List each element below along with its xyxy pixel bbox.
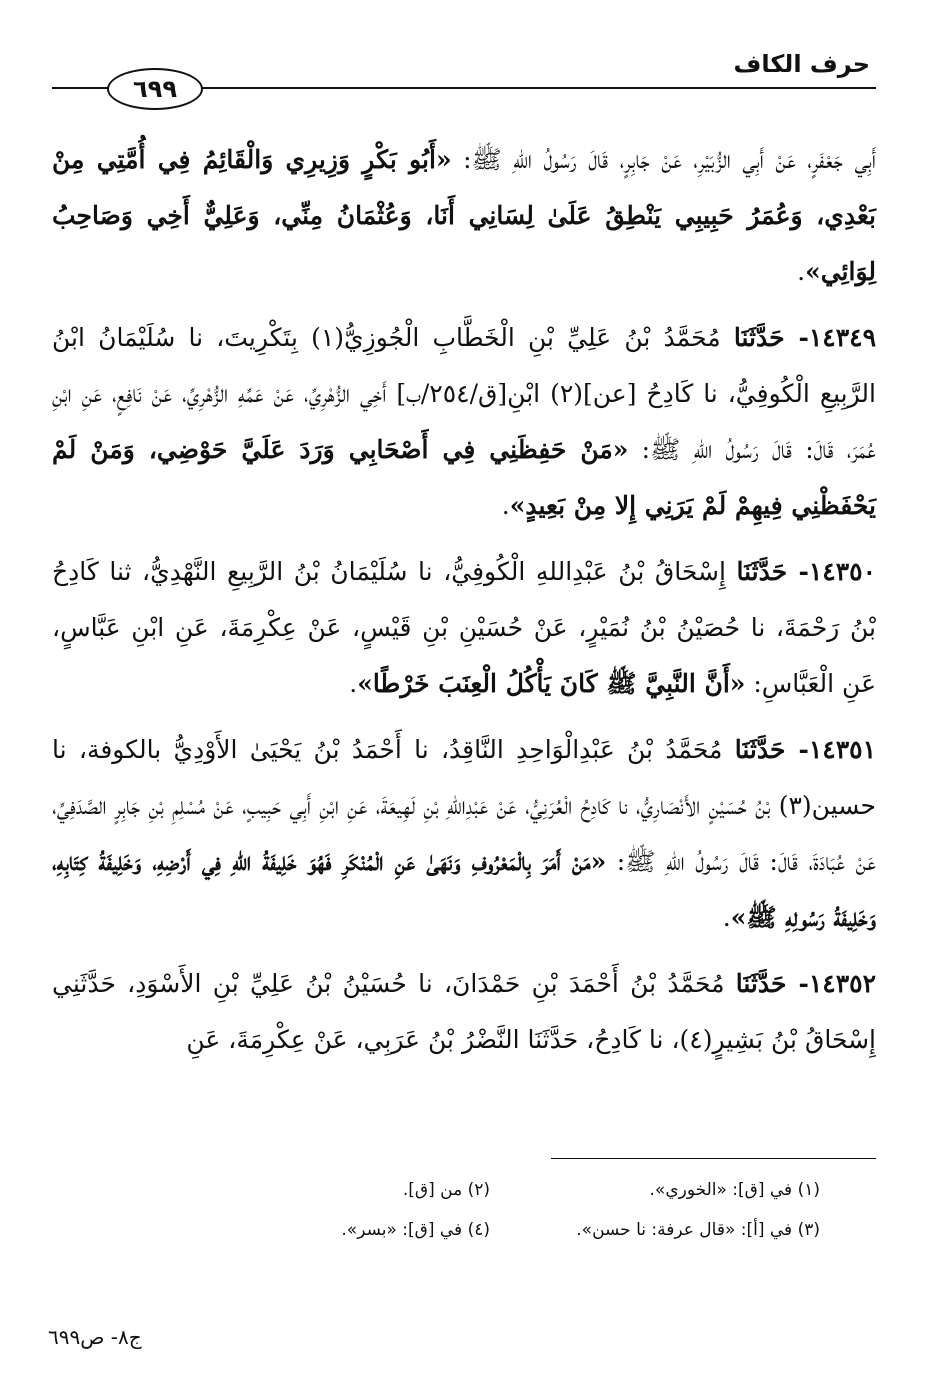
footnote-2: (٢) من [ق]. bbox=[402, 1180, 490, 1200]
main-text bbox=[52, 132, 876, 1078]
footnotes bbox=[160, 1170, 820, 1250]
paragraph-tail: . bbox=[722, 903, 731, 932]
paragraph-text: أَبِي جَعْفَرٍ، عَنْ أَبِي الزُّبَيْرِ، عَنْ جَابِرٍ، قَالَ رَسُولُ اللهِ ﷺ: bbox=[451, 145, 876, 174]
paragraph-text: مُحَمَّدُ بْنُ عَبْدِالْوَاحِدِ النَّاقِدُ، نا أَحْمَدُ بْنُ يَحْيَىٰ الأَوْدِيُّ بالكوفة، نا حسين(٣) بْنُ حُسَيْنٍ الأَنْصَارِيُّ، نا كَادِحُ الْعُرَنِيُّ، عَنْ عَبْدِاللهِ بْنِ لَهِيعَةَ، عَنِ ابْنِ أَبِي حَبِيبٍ، عَنْ مُسْلِمِ بْنِ جَابِرٍ الصَّدَفِيِّ، عَنْ عُبَادَةَ، قَالَ: قَالَ رَسُولُ اللهِ ﷺ: bbox=[52, 735, 876, 876]
hadith-14352 bbox=[52, 956, 876, 1068]
paragraph-text: إِسْحَاقُ بْنُ عَبْدِاللهِ الْكُوفِيُّ، نا سُلَيْمَانُ بْنُ الرَّبِيعِ النَّهْدِيُّ، ثنا كَادِحُ بْنُ رَحْمَةَ، نا حُصَيْنُ بْنُ نُمَيْرٍ، عَنْ حُسَيْنِ بْنِ قَيْسٍ، عَنْ عِكْرِمَةَ، عَنِ ابْنِ عَبَّاسٍ، عَنِ الْعَبَّاسِ: bbox=[52, 557, 876, 698]
paragraph-text: مُحَمَّدُ بْنُ عَلِيِّ بْنِ الْخَطَّابِ الْجُوزِيُّ(١) بِتَكْرِيتَ، نا سُلَيْمَانُ ابْنُ الرَّبِيعِ الْكُوفِيُّ، نا كَادِحُ [عن](٢) ابْنِ[ق/٢٥٤/ب] أَخِي الزُّهْرِيِّ، عَنْ عَمِّهِ الزُّهْرِيِّ، عَنْ نَافِعٍ، عَنِ ابْنِ عُمَرَ، قَالَ: قَالَ رَسُولُ اللهِ ﷺ: bbox=[52, 323, 876, 464]
hadith-number: ١٤٣٥٢- حَدَّثَنَا bbox=[735, 969, 877, 998]
paragraph-continuation bbox=[52, 132, 876, 300]
footnote-3: (٣) في [أ]: «قال عرفة: نا حسن». bbox=[576, 1220, 820, 1240]
hadith-14350 bbox=[52, 544, 876, 712]
paragraph-tail: . bbox=[349, 669, 358, 698]
running-title: حرف الكاف bbox=[733, 50, 870, 78]
footnote-1: (١) في [ق]: «الخوري». bbox=[649, 1180, 820, 1200]
footnote-4: (٤) في [ق]: «بسر». bbox=[341, 1220, 490, 1240]
hadith-matn: «أَبُو بَكْرٍ وَزِيرِي وَالْقَائِمُ فِي أُمَّتِي مِنْ بَعْدِي، وَعُمَرُ حَبِيبِي يَنْطِقُ عَلَىٰ لِسَانِي أَنَا، وَعُثْمَانُ مِنِّي، وَعَلِيٌّ أَخِي وَصَاحِبُ لِوَائِي» bbox=[52, 145, 876, 286]
paragraph-text: مُحَمَّدُ بْنُ أَحْمَدَ بْنِ حَمْدَانَ، نا حُسَيْنُ بْنُ عَلِيِّ بْنِ الأَسْوَدِ، حَدَّثَنِي إِسْحَاقُ بْنُ بَشِيرٍ(٤)، نا كَادِحُ، حَدَّثَنَا النَّضْرُ بْنُ عَرَبِي، عَنْ عِكْرِمَةَ، عَنِ bbox=[52, 969, 876, 1054]
hadith-number: ١٤٣٥١- حَدَّثَنَا bbox=[734, 735, 876, 764]
page-number: ٦٩٩ bbox=[133, 75, 177, 103]
hadith-14349 bbox=[52, 310, 876, 534]
paragraph-tail: . bbox=[501, 491, 510, 520]
hadith-matn: «أَنَّ النَّبِيَّ ﷺ كَانَ يَأْكُلُ الْعِنَبَ خَرْطًا» bbox=[357, 669, 746, 698]
hadith-number: ١٤٣٤٩- حَدَّثَنَا bbox=[733, 323, 876, 352]
hadith-matn: «مَنْ حَفِظَنِي فِي أَصْحَابِي وَرَدَ عَلَيَّ حَوْضِي، وَمَنْ لَمْ يَحْفَظْنِي فِيهِمْ لَمْ يَرَنِي إِلا مِنْ بَعِيدٍ» bbox=[52, 435, 876, 520]
volume-page-reference: ج٨- ص٦٩٩ bbox=[48, 1325, 142, 1349]
footnote-row bbox=[160, 1170, 820, 1210]
hadith-number: ١٤٣٥٠- حَدَّثَنَا bbox=[736, 557, 877, 586]
hadith-matn: «مَنْ أَمَرَ بِالْمَعْرُوفِ وَنَهَىٰ عَنِ الْمُنْكَرِ فَهُوَ خَلِيفَةُ اللهِ فِي أَرْضِهِ، وَخَلِيفَةُ كِتَابِهِ، وَخَلِيفَةُ رَسُولِهِ ﷺ» bbox=[52, 847, 876, 932]
footnote-row bbox=[160, 1210, 820, 1250]
footnote-rule bbox=[551, 1158, 876, 1159]
page-number-oval bbox=[107, 68, 203, 110]
hadith-14351 bbox=[52, 722, 876, 946]
paragraph-tail: . bbox=[797, 257, 806, 286]
